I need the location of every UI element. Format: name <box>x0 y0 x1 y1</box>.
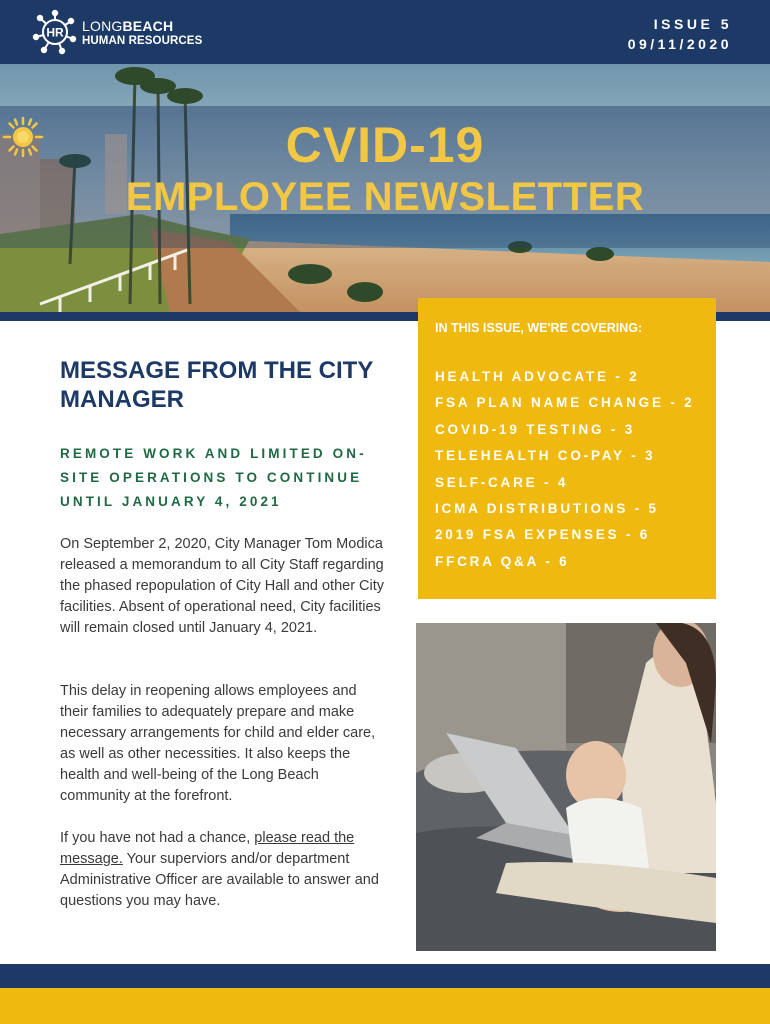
newsletter-title: EMPLOYEE NEWSLETTER <box>125 175 645 219</box>
logo-wordmark <box>82 18 173 34</box>
paragraph-3-rest: Your superviors and/or department Administrative Officer are available to answer and questions you may have. <box>60 851 379 909</box>
toc-item[interactable]: HEALTH ADVOCATE - 2 <box>435 369 640 384</box>
article-paragraph-3 <box>60 828 385 912</box>
issue-info <box>628 14 732 54</box>
article-title: MESSAGE FROM THE CITY MANAGER <box>60 357 373 413</box>
covid-title <box>0 116 770 174</box>
article-paragraph-1: On September 2, 2020, City Manager Tom Modica released a memorandum to all City Staff regarding the phased repopulation of City Hall and other City facilities. Absent of operational need, City facilities will remain closed until January 4, 2021. <box>60 536 385 636</box>
toc-item[interactable]: COVID-19 TESTING - 3 <box>435 421 636 437</box>
toc-item[interactable]: FSA PLAN NAME CHANGE - 2 <box>435 395 695 411</box>
header-bar <box>0 0 770 64</box>
issue-date: 09/11/2020 <box>627 36 732 52</box>
logo-subtitle: HUMAN RESOURCES <box>82 35 203 47</box>
in-this-issue-box <box>418 298 716 599</box>
hero-banner <box>0 64 770 312</box>
logo-word-long: LONG <box>82 18 123 34</box>
footer-navy-band <box>0 964 770 988</box>
footer-gold-band <box>0 988 770 1024</box>
toc-item[interactable]: SELF-CARE - 4 <box>435 474 569 490</box>
toc-item[interactable]: ICMA DISTRIBUTIONS - 5 <box>435 501 659 517</box>
toc-item[interactable]: 2019 FSA EXPENSES - 6 <box>435 527 651 543</box>
photo-illustration <box>416 623 716 951</box>
covid-title-rest: VID-19 <box>322 117 485 173</box>
sun-virus-icon <box>2 116 44 158</box>
hr-logo[interactable] <box>32 9 252 55</box>
read-message-link[interactable]: please read the message. <box>60 830 355 867</box>
toc-item[interactable]: FFCRA Q&A - 6 <box>435 553 570 569</box>
mother-baby-laptop-photo <box>416 623 716 951</box>
toc-list <box>435 364 694 575</box>
covid-title-c: C <box>285 117 323 173</box>
issue-number: ISSUE 5 <box>653 16 732 32</box>
logo-word-beach: BEACH <box>122 18 174 34</box>
hr-badge-icon <box>32 9 78 55</box>
logo-badge-text: HR <box>46 25 64 40</box>
article-paragraph-2: This delay in reopening allows employees and their families to adequately prepare and make necessary arrangements for child and elder care, as well as other necessities. It also keeps the health and well-being of the Long Beach community at the forefront. <box>60 683 376 804</box>
article-subhead: REMOTE WORK AND LIMITED ON-SITE OPERATIONS TO CONTINUE UNTIL JANUARY 4, 2021 <box>60 446 367 509</box>
toc-heading: IN THIS ISSUE, WE'RE COVERING: <box>435 321 643 335</box>
toc-item[interactable]: TELEHEALTH CO-PAY - 3 <box>435 448 656 464</box>
paragraph-3-intro: If you have not had a chance, <box>60 830 255 846</box>
